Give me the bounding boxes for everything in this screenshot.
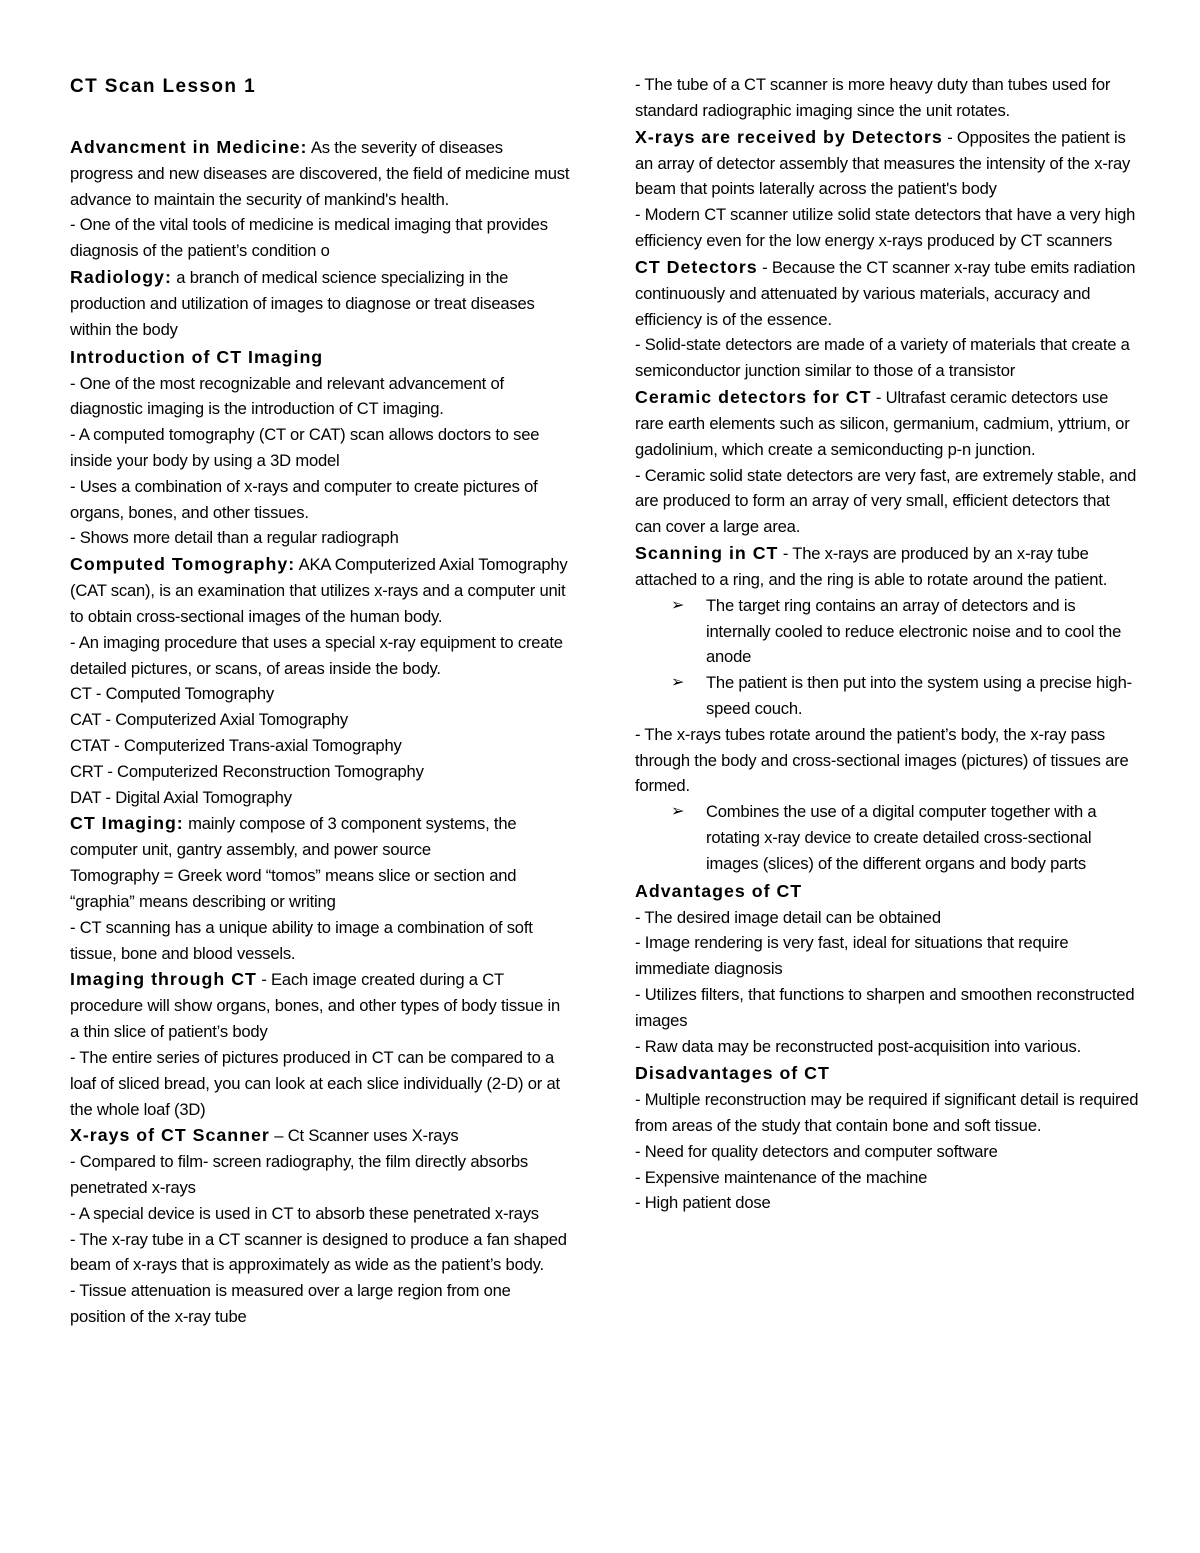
section-heading: Radiology: — [70, 266, 172, 287]
document-title: CT Scan Lesson 1 — [70, 76, 257, 97]
section-text: – Ct Scanner uses X-rays — [269, 1126, 459, 1146]
section-text: - Because the CT scanner x-ray tube emits radiation continuously and attenuated by various materials, accuracy and efficiency is of the essence. — [635, 257, 1136, 329]
section-heading: Ceramic detectors for CT — [635, 386, 872, 407]
list-item: - Compared to film- screen radiography, the film directly absorbs penetrated x-rays — [70, 1152, 528, 1198]
list-item: - A special device is used in CT to absorb these penetrated x-rays — [70, 1203, 539, 1223]
section-text: AKA Computerized Axial Tomography (CAT scan), is an examination that utilizes x-rays and a computer unit to obtain cross-sectional images of the human body. — [70, 555, 568, 626]
arrowhead-bullet-icon: ➢ — [671, 803, 685, 821]
list-item: - The entire series of pictures produced in CT can be compared to a loaf of sliced bread, you can look at each slice individually (2-D) or at the whole loaf (3D) — [70, 1047, 560, 1119]
section-scanning — [635, 540, 1140, 593]
list-item: - The x-ray tube in a CT scanner is designed to produce a fan shaped beam of x-rays that is approximately as wide as the patient’s body. — [70, 1229, 567, 1275]
section-text: mainly compose of 3 component systems, the computer unit, gantry assembly, and power source — [70, 814, 517, 860]
list-item: - Uses a combination of x-rays and computer to create pictures of organs, bones, and other tissues. — [70, 476, 538, 522]
section-heading: X-rays are received by Detectors — [635, 126, 943, 147]
section-advancement — [70, 134, 570, 213]
bullet-text: The target ring contains an array of detectors and is internally cooled to reduce electronic noise and to cool the anode — [706, 595, 1122, 667]
list-item: - CT scanning has a unique ability to image a combination of soft tissue, bone and blood vessels. — [70, 917, 533, 963]
section-heading: CT Detectors — [635, 256, 758, 277]
acronym-item: CAT - Computerized Axial Tomography — [70, 710, 348, 730]
left-column — [70, 72, 570, 1330]
section-text: a branch of medical science specializing in the production and utilization of images to diagnose or treat diseases within the body — [70, 267, 535, 339]
section-radiology — [70, 264, 570, 343]
bullet-text: Combines the use of a digital computer together with a rotating x-ray device to create detailed cross-sectional images (slices) of the different organs and body parts — [706, 802, 1097, 873]
list-item: - Tissue attenuation is measured over a large region from one position of the x-ray tube — [70, 1281, 511, 1327]
section-imaging-through — [70, 966, 570, 1045]
acronym-item: DAT - Digital Axial Tomography — [70, 787, 292, 807]
list-item: - One of the vital tools of medicine is medical imaging that provides diagnosis of the patient’s condition o — [70, 215, 548, 261]
section-computed-tomography — [70, 551, 570, 630]
section-ceramic — [635, 384, 1140, 463]
list-item: - Image rendering is very fast, ideal for situations that require immediate diagnosis — [635, 933, 1069, 979]
list-item: - Raw data may be reconstructed post-acquisition into various. — [635, 1036, 1081, 1056]
section-heading: X-rays of CT Scanner — [70, 1125, 270, 1146]
section-text: - Ultrafast ceramic detectors use rare earth elements such as silicon, germanium, cadmium, yttrium, or gadolinium, which create a semiconducting p-n junction. — [635, 387, 1130, 459]
section-heading-advantages: Advantages of CT — [635, 880, 803, 901]
bullet-text: The patient is then put into the system using a precise high-speed couch. — [706, 673, 1132, 718]
list-item: - Multiple reconstruction may be required if significant detail is required from areas of the study that contain bone and soft tissue. — [635, 1090, 1139, 1136]
section-text: - The x-rays are produced by an x-ray tube attached to a ring, and the ring is able to rotate around the patient. — [635, 543, 1108, 589]
arrowhead-bullet-icon: ➢ — [671, 596, 685, 614]
list-item: - High patient dose — [635, 1193, 771, 1213]
acronym-item: CRT - Computerized Reconstruction Tomography — [70, 761, 424, 781]
section-heading: Scanning in CT — [635, 542, 779, 563]
acronym-item: CT - Computed Tomography — [70, 684, 274, 704]
section-ct-imaging — [70, 810, 570, 863]
section-xrays-scanner — [70, 1122, 570, 1149]
list-item: - Shows more detail than a regular radiograph — [70, 528, 399, 548]
section-heading-introduction: Introduction of CT Imaging — [70, 346, 324, 367]
list-item: - Need for quality detectors and computer software — [635, 1141, 998, 1161]
list-item: - Ceramic solid state detectors are very fast, are extremely stable, and are produced to form an array of very small, efficient detectors that can cover a large area. — [635, 465, 1137, 537]
list-item: - Expensive maintenance of the machine — [635, 1167, 928, 1187]
arrowhead-bullet-icon: ➢ — [671, 674, 685, 692]
list-item: - An imaging procedure that uses a special x-ray equipment to create detailed pictures, or scans, of areas inside the body. — [70, 632, 563, 678]
list-item: - Modern CT scanner utilize solid state detectors that have a very high efficiency even for the low energy x-rays produced by CT scanners — [635, 205, 1136, 250]
list-item: - A computed tomography (CT or CAT) scan allows doctors to see inside your body by using a 3D model — [70, 425, 540, 470]
section-text: As the severity of diseases progress and new diseases are discovered, the field of medicine must advance to maintain the security of mankind's health. — [70, 137, 570, 209]
bullet-item — [635, 670, 1140, 722]
section-text: - Each image created during a CT procedure will show organs, bones, and other types of body tissue in a thin slice of patient’s body — [70, 970, 561, 1042]
section-heading-disadvantages: Disadvantages of CT — [635, 1063, 830, 1084]
section-heading: Computed Tomography: — [70, 554, 296, 575]
list-item: - Solid-state detectors are made of a variety of materials that create a semiconductor junction similar to those of a transistor — [635, 335, 1130, 381]
list-item: Tomography = Greek word “tomos” means slice or section and “graphia” means describing or writing — [70, 866, 517, 911]
section-heading: Imaging through CT — [70, 969, 257, 990]
bullet-item — [635, 593, 1140, 670]
list-item: - Utilizes filters, that functions to sharpen and smoothen reconstructed images — [635, 984, 1135, 1030]
list-item: - The tube of a CT scanner is more heavy duty than tubes used for standard radiographic imaging since the unit rotates. — [635, 75, 1111, 120]
section-detectors-received — [635, 124, 1140, 203]
section-heading: Advancment in Medicine: — [70, 136, 308, 157]
section-heading: CT Imaging: — [70, 813, 184, 834]
list-item: - One of the most recognizable and relevant advancement of diagnostic imaging is the introduction of CT imaging. — [70, 373, 504, 419]
section-text: - Opposites the patient is an array of detector assembly that measures the intensity of the x-ray beam that points laterally across the patient's body — [635, 127, 1131, 199]
section-ct-detectors — [635, 254, 1140, 333]
list-item: - The x-rays tubes rotate around the patient’s body, the x-ray pass through the body and cross-sectional images (pictures) of tissues are formed. — [635, 724, 1129, 796]
right-column — [635, 72, 1140, 1216]
list-item: - The desired image detail can be obtained — [635, 907, 941, 927]
acronym-item: CTAT - Computerized Trans-axial Tomography — [70, 735, 402, 755]
bullet-item — [635, 799, 1140, 876]
